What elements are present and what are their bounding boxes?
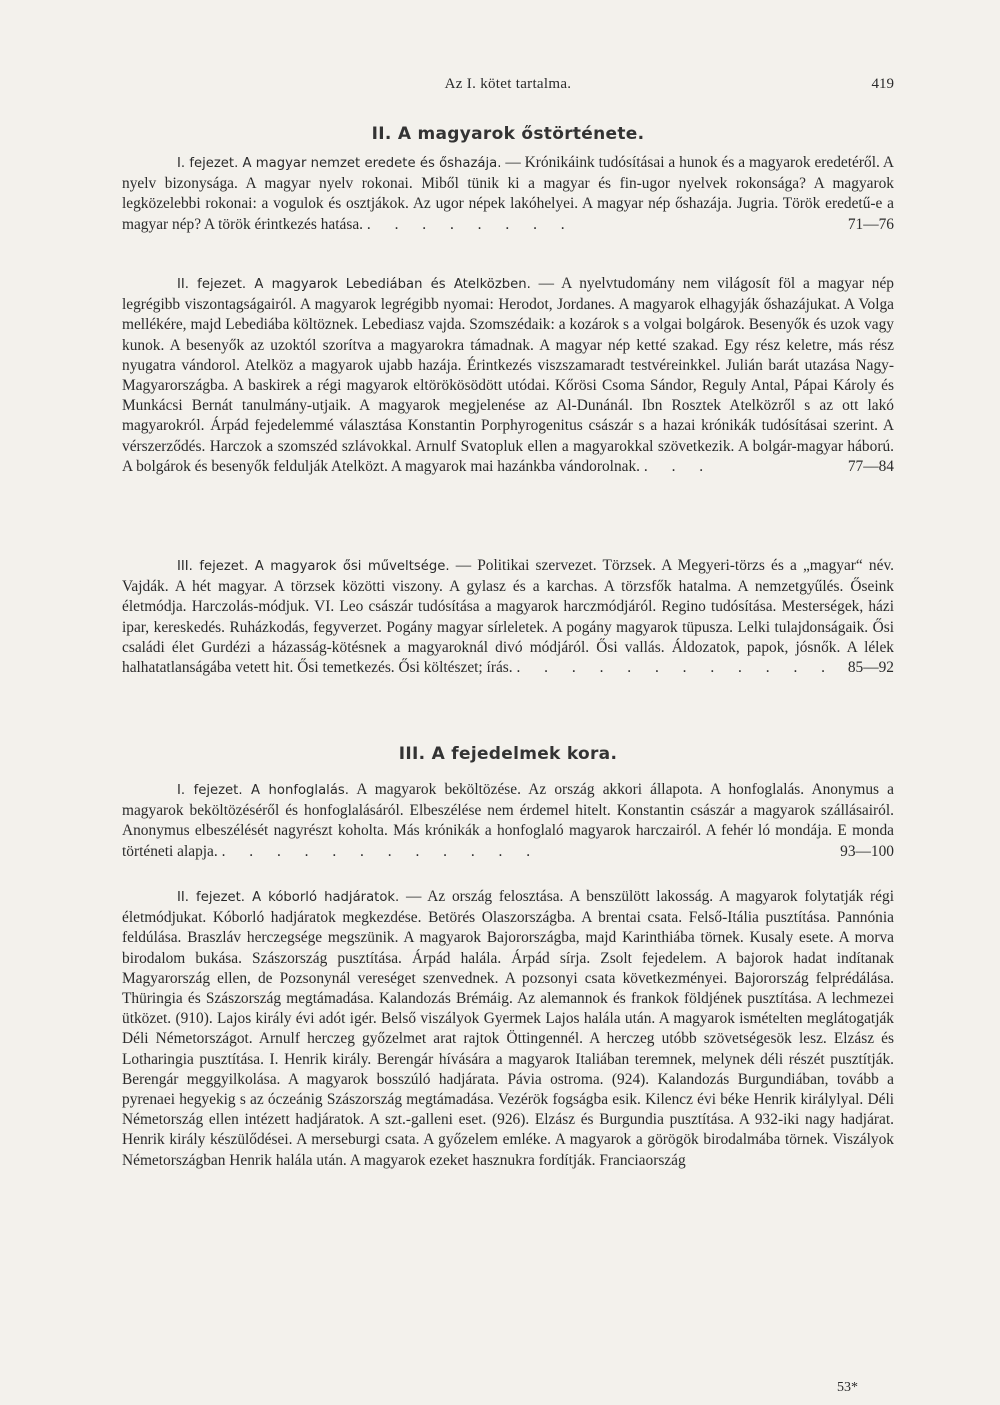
chapter-heading: II. fejezet. A kóborló hadjáratok.	[177, 890, 400, 905]
running-head	[122, 76, 894, 98]
chapter-summary: A magyarok beköltözése. Az ország akkori állapota. A honfoglalás. Anonymus a magyarok beköltözéséről és honfoglalásáról. Elbeszélése nem érdemel hitelt. Konstantin császár a magyarok szállásairól. Anonymus elbeszélését nagyrészt koholta. Más krónikák a honfoglaló magyarok harczairól. A fehér ló mondája. E monda történeti alapja.	[122, 781, 895, 860]
chapter-summary: — Az ország felosztása. A benszülött lakosság. A magyarok folytatják régi életmódjukat. Kóborló hadjáratok megkezdése. Betörés Olaszországba. A brentai csata. Felső-Itália pusztítása. Pannónia feldúlása. Braszláv herczegsége megszünik. A magyarok Bajorországba, majd Karinthiába törnek. Kusaly esete. A morva birodalom bukása. Szászország pusztítása. Árpád halála. Árpád sírja. Zsolt fejedelem. A bajorok hadat indítanak Magyarország ellen, de Pozsonynál vereséget szenvednek. A pozsonyi csata következményei. Bajorország felprédálása. Thüringia és Szászország megtámadása. Kalandozás Brémáig. Az alemannok és frankok földjének pusztítása. A lechmezei ütközet. (910). Lajos király évi adót igér. Belső viszályok Gyermek Lajos halála után. A magyarok ismételten meglátogatják Déli Németországot. Arnulf herczeg győzelmet arat rajtok Öttingennél. A herczeg utóbb szövetségesök lesz. Elzász és Lotharingia pusztítása. I. Henrik király. Berengár hívására a magyarok Italiában teremnek, melynek déli részét pusztítják. Berengár meggyilkolása. A magyarok bosszúló hadjárata. Pávia ostroma. (924). Kalandozás Burgundiában, tovább a pyrenaei hegyekig s az óczeánig Szászország megtámadása. Vezérök fogságba esik. Kilencz évi béke Henrik királylyal. Déli Németország ellen intézett hadjáratok. A szt.-galleni eset. (926). Elzász és Burgundia pusztítása. A 932-iki nagy hadjárat. Henrik király készülődései. A merseburgi csata. A győzelem emléke. A magyarok a görögök birodalmába törnek. Viszályok Németországban Henrik halála után. A magyarok ezeket hasznukra fordítják. Franciaország	[122, 888, 894, 1169]
chapter-heading: I. fejezet. A honfoglalás.	[177, 783, 349, 798]
chapter-summary: — A nyelvtudomány nem világosít föl a magyar nép legrégibb viszontagságairól. A magyarok legrégibb nyomai: Herodot, Jordanes. A magyarok elhagyják őshazájukat. A Volga mellékére, majd Lebediába költöznek. Lebediasz vajda. Szomszédaik: a kozárok s a volgai bolgárok. Besenyők és uzok vagy kunok. A besenyők az uzoktól szorítva a magyarokra támadnak. A magyar nép ketté szakad. Egy rész keletre, más rész nyugatra vándorol. Atelköz a magyarok ujabb hazája. Érintkezés viszszamaradt testvéreinkkel. Julián barát utazása Nagy-Magyarországba. A baskirek a régi magyarok eltörökösödött utódai. Kőrösi Csoma Sándor, Reguly Antal, Pápai Károly és Munkácsi Bernát tanulmány-utjaik. A magyarok megjelenése az Al-Dunánál. Ibn Rosztek Atelközről s az ott lakó magyarokról. Árpád fejedelemmé választása Konstantin Porphyrogenitus császár s a hazai krónikák tudósításai szerint. A vérszerződés. Harczok a szomszéd szlávokkal. Arnulf Svatopluk ellen a magyarokkal szövetkezik. A bolgár-magyar háború. A bolgárok és besenyők feldulják Atelközt. A magyarok mai hazánkba vándorolnak.	[122, 275, 894, 475]
chapter-heading: I. fejezet. A magyar nemzet eredete és őshazája.	[177, 156, 502, 171]
page-range: 71—76	[847, 215, 894, 233]
chapter-entry	[122, 274, 894, 477]
page-range: 77—84	[847, 457, 894, 475]
page-number: 419	[871, 76, 894, 92]
leader-dots: . . . . . . . .	[366, 215, 575, 233]
leader-dots: . . . . . . . . . . . .	[221, 842, 541, 860]
page-range: 85—92	[847, 659, 894, 677]
chapter-entry	[122, 887, 894, 1171]
section-title: III. A fejedelmek kora.	[398, 744, 618, 764]
chapter-summary: — Krónikáink tudósításai a hunok és a magyarok eredetéről. A nyelv bizonysága. A magyar nyelv rokonai. Miből tünik ki a magyar és fin-ugor nyelvek rokonsága? A magyarok legközelebbi rokonai: a vogulok és osztjákok. Az ugor népek lakóhelyei. A magyar nép őshazája. Jugria. Török eredetű-e a magyar nép? A török érintkezés hatása.	[122, 154, 894, 233]
section-title: II. A magyarok őstörténete.	[371, 124, 645, 144]
chapter-entry	[122, 556, 894, 678]
chapter-heading: II. fejezet. A magyarok Lebediában és Atelközben.	[177, 277, 531, 292]
leader-dots: . . .	[643, 457, 714, 475]
chapter-entry	[122, 153, 894, 235]
leader-dots: . . . . . . . . . . . .	[516, 659, 835, 677]
chapter-summary: — Politikai szervezet. Törzsek. A Megyeri-törzs és a „magyar“ név. Vajdák. A hét magyar. A törzsek közötti viszony. A gylasz és a karchas. A törzsfők hatalma. A nemzetgyűlés. Őseink életmódja. Harczolás-módjuk. VI. Leo császár tudósítása a magyarok harczmódjáról. Regino tudósítása. Mesterségek, házi ipar, kereskedés. Ruházkodás, fegyverzet. Pogány magyar sírleletek. A pogány magyarok tüpusza. Lelki tulajdonságaik. Ősi családi élet Gurdézi a házasság-kötésnek a magyaroknál divó módjáról. Ősi vallás. Áldozatok, papok, jósnők. A lélek halhatatlanságába vetett hit. Ősi temetkezés. Ősi költészet; írás.	[122, 557, 894, 677]
chapter-entry	[122, 780, 894, 862]
running-title: Az I. kötet tartalma.	[444, 76, 572, 92]
signature-mark: 53*	[837, 1380, 858, 1395]
chapter-heading: III. fejezet. A magyarok ősi műveltsége.	[177, 559, 450, 574]
page-range: 93—100	[840, 842, 894, 860]
